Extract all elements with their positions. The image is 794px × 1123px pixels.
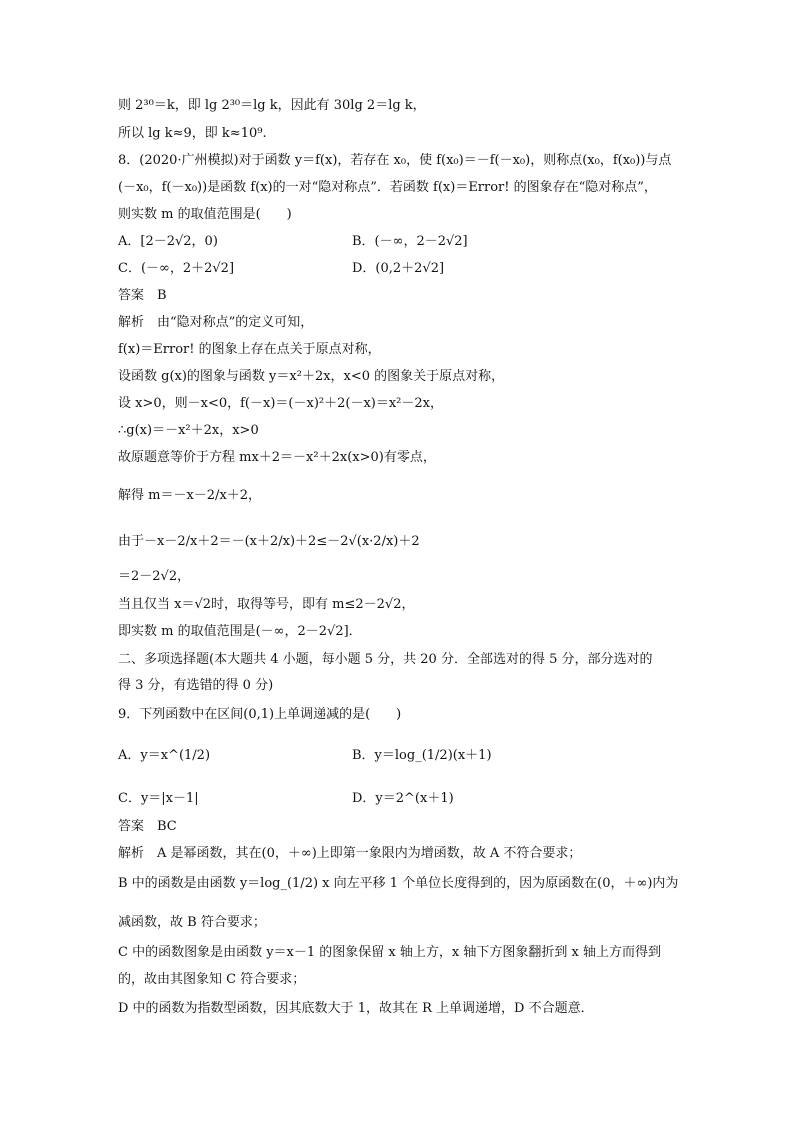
solution-line: 解得 m＝－x－2/x＋2， xyxy=(118,488,262,503)
option-d: D．(0,2＋2√2] xyxy=(352,261,445,276)
solution-line: B 中的函数是由函数 y＝log_(1/2) x 向左平移 1 个单位长度得到的，因为原函数在(0，＋∞)内为 xyxy=(118,876,679,891)
solution-line: C 中的函数图象是由函数 y＝x－1 的图象保留 x 轴上方，x 轴下方图象翻折到 x 轴上方而得到 xyxy=(118,945,661,960)
question-8-stem: (－x₀，f(－x₀))是函数 f(x)的一对“隐对称点”．若函数 f(x)＝Error! 的图象存在“隐对称点”， xyxy=(118,180,657,195)
option-b: B．y＝log_(1/2)(x＋1) xyxy=(352,748,492,763)
text-line: 所以 lg k≈9，即 k≈10⁹. xyxy=(118,126,267,141)
solution-line: 减函数，故 B 符合要求； xyxy=(118,915,266,930)
solution-line: 解析 由“隐对称点”的定义可知， xyxy=(118,315,314,330)
answer: 答案 B xyxy=(118,288,167,303)
option-c: C．y＝|x－1| xyxy=(118,791,199,806)
text-line: 则 2³⁰＝k，即 lg 2³⁰＝lg k，因此有 30lg 2＝lg k， xyxy=(118,98,426,113)
solution-line: 由于－x－2/x＋2＝－(x＋2/x)＋2≤－2√(x·2/x)＋2 xyxy=(118,534,420,549)
solution-line: 的，故由其图象知 C 符合要求； xyxy=(118,972,306,987)
option-c: C．(－∞，2＋2√2] xyxy=(118,261,235,276)
solution-line: 故原题意等价于方程 mx＋2＝－x²＋2x(x>0)有零点， xyxy=(118,450,436,465)
answer: 答案 BC xyxy=(118,819,177,834)
option-a: A．y＝x^(1/2) xyxy=(118,748,211,763)
solution-line: 解析 A 是幂函数，其在(0，＋∞)上即第一象限内为增函数，故 A 不符合要求； xyxy=(118,846,582,861)
solution-line: D 中的函数为指数型函数，因其底数大于 1，故其在 R 上单调递增，D 不合题意． xyxy=(118,1001,594,1016)
solution-line: 即实数 m 的取值范围是(－∞，2－2√2]． xyxy=(118,624,362,639)
section-heading: 二、多项选择题(本大题共 4 小题，每小题 5 分，共 20 分．全部选对的得 5 分，部分选对的 xyxy=(118,652,653,667)
solution-line: ∴g(x)＝－x²＋2x，x>0 xyxy=(118,423,259,438)
section-heading: 得 3 分，有选错的得 0 分) xyxy=(118,678,274,693)
solution-line: 当且仅当 x＝√2时，取得等号，即有 m≤2－2√2， xyxy=(118,597,415,612)
option-d: D．y＝2^(x＋1) xyxy=(352,791,454,806)
solution-line: 设 x>0，则－x<0，f(－x)＝(－x)²＋2(－x)＝x²－2x， xyxy=(118,396,443,411)
solution-line: ＝2－2√2， xyxy=(118,569,191,584)
question-9-stem: 9．下列函数中在区间(0,1)上单调递减的是( ) xyxy=(118,707,402,722)
option-a: A．[2－2√2，0) xyxy=(118,234,218,249)
question-8-stem: 8．(2020·广州模拟)对于函数 y＝f(x)，若存在 x₀，使 f(x₀)＝－f(－x₀)，则称点(x₀，f(x₀))与点 xyxy=(118,153,672,168)
option-b: B．(－∞，2－2√2] xyxy=(352,234,468,249)
question-8-stem: 则实数 m 的取值范围是( ) xyxy=(118,207,292,222)
solution-line: 设函数 g(x)的图象与函数 y＝x²＋2x，x<0 的图象关于原点对称， xyxy=(118,369,505,384)
solution-line: f(x)＝Error! 的图象上存在点关于原点对称， xyxy=(118,342,381,357)
